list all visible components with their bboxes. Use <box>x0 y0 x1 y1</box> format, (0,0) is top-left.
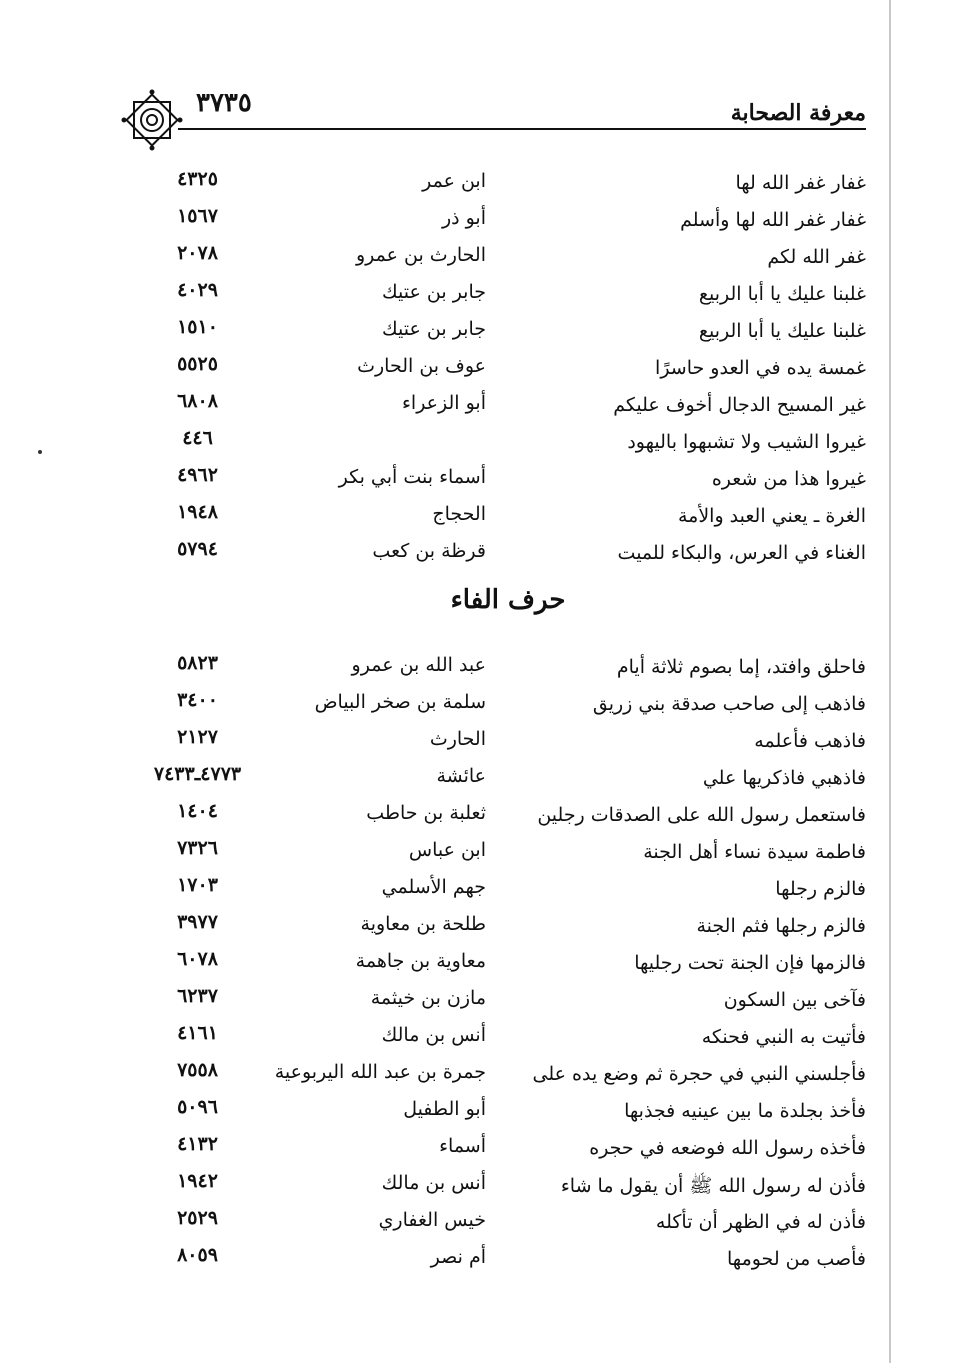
hadith-number: ٤٤٦ <box>182 427 213 449</box>
narrator-name: ثعلبة بن حاطب <box>366 802 486 824</box>
index-row <box>150 1207 866 1244</box>
narrator-name: عوف بن الحارث <box>357 355 486 377</box>
section-title: حرف الفاء <box>450 585 566 615</box>
hadith-number: ٤١٦١ <box>177 1022 218 1044</box>
narrator-name: الحارث بن عمرو <box>356 244 486 266</box>
index-row <box>150 948 866 985</box>
hadith-number: ٢٥٢٩ <box>177 1207 218 1229</box>
hadith-text: فأصب من لحومها <box>727 1248 866 1270</box>
hadith-number: ٦٨٠٨ <box>177 390 218 412</box>
hadith-number: ٤٠٢٩ <box>177 279 218 301</box>
hadith-text: فأجلسني النبي في حجرة ثم وضع يده على <box>532 1063 866 1085</box>
header-rule <box>178 128 866 130</box>
hadith-number: ٥٥٢٥ <box>177 353 218 375</box>
hadith-number: ٤٩٦٢ <box>177 464 218 486</box>
hadith-text: غيروا هذا من شعره <box>711 468 866 490</box>
narrator-name: جابر بن عتيك <box>382 318 486 340</box>
narrator-name: جهم الأسلمي <box>381 876 486 898</box>
narrator-name: أنس بن مالك <box>381 1024 486 1046</box>
hadith-number: ٣٩٧٧ <box>177 911 218 933</box>
hadith-number: ٥٠٩٦ <box>177 1096 218 1118</box>
index-row <box>150 874 866 911</box>
narrator-name: أنس بن مالك <box>381 1172 486 1194</box>
hadith-number: ١٩٤٨ <box>177 501 218 523</box>
narrator-name: ابن عمر <box>422 170 486 192</box>
page-header <box>120 88 866 150</box>
narrator-name: أم نصر <box>430 1246 486 1268</box>
narrator-name: طلحة بن معاوية <box>360 913 486 935</box>
hadith-text: فالزمها فإن الجنة تحت رجليها <box>634 952 866 974</box>
hadith-number: ٨٠٥٩ <box>177 1244 218 1266</box>
narrator-name: جمرة بن عبد الله اليربوعية <box>274 1061 486 1083</box>
index-list-ghayn <box>150 168 866 575</box>
hadith-number: ١٥١٠ <box>177 316 218 338</box>
index-row <box>150 1133 866 1170</box>
narrator-name: أبو الطفيل <box>403 1098 486 1120</box>
hadith-number: ٢٠٧٨ <box>177 242 218 264</box>
hadith-number: ١٧٠٣ <box>177 874 218 896</box>
hadith-text: غفار غفر الله لها <box>735 172 866 194</box>
index-row <box>150 353 866 390</box>
narrator-name: خيس الغفاري <box>378 1209 486 1231</box>
hadith-number: ٢١٢٧ <box>177 726 218 748</box>
index-row <box>150 837 866 874</box>
index-row <box>150 1244 866 1281</box>
hadith-number: ٥٧٩٤ <box>177 538 218 560</box>
index-row <box>150 726 866 763</box>
hadith-text: الغناء في العرس، والبكاء للميت <box>617 542 866 564</box>
hadith-text: غلبنا عليك يا أبا الربيع <box>698 320 866 342</box>
narrator-name: أسماء بنت أبي بكر <box>338 466 486 488</box>
hadith-text: فالزم رجلها فثم الجنة <box>696 915 866 937</box>
narrator-name: قرظة بن كعب <box>372 540 486 562</box>
page-number: ٣٧٣٥ <box>196 88 252 118</box>
hadith-number: ٣٤٠٠ <box>177 689 218 711</box>
index-row <box>150 427 866 464</box>
narrator-name: عائشة <box>436 765 486 787</box>
hadith-text: غفار غفر الله لها وأسلم <box>680 209 866 231</box>
hadith-text: فاستعمل رسول الله على الصدقات رجلين <box>537 804 866 826</box>
narrator-name: الحارث <box>429 728 486 750</box>
hadith-text: فاذهبي فاذكريها علي <box>702 767 866 789</box>
narrator-name: ابن عباس <box>408 839 486 861</box>
hadith-text: فأخذ بجلدة ما بين عينيه فجذبها <box>624 1100 866 1122</box>
hadith-number: ٤١٣٢ <box>177 1133 218 1155</box>
index-row <box>150 1096 866 1133</box>
stray-mark <box>38 450 42 454</box>
hadith-text: فاحلق وافتد، إما بصوم ثلاثة أيام <box>616 656 866 678</box>
hadith-number: ١٥٦٧ <box>177 205 218 227</box>
hadith-text: فأتيت به النبي فحنكه <box>701 1026 866 1048</box>
index-row <box>150 464 866 501</box>
narrator-name: معاوية بن جاهمة <box>355 950 486 972</box>
hadith-text: غير المسيح الدجال أخوف عليكم <box>613 394 866 416</box>
hadith-text: غلبنا عليك يا أبا الربيع <box>698 283 866 305</box>
hadith-number: ١٤٠٤ <box>177 800 218 822</box>
index-list-fa <box>150 652 866 1281</box>
hadith-number: ٤٧٧٣ـ٧٤٣٣ <box>153 763 242 785</box>
index-row <box>150 911 866 948</box>
index-row <box>150 279 866 316</box>
hadith-number: ٥٨٢٣ <box>177 652 218 674</box>
index-row <box>150 316 866 353</box>
narrator-name: جابر بن عتيك <box>382 281 486 303</box>
index-row <box>150 242 866 279</box>
hadith-number: ٧٣٢٦ <box>177 837 218 859</box>
narrator-name: مازن بن خيثمة <box>370 987 486 1009</box>
narrator-name: الحجاج <box>432 503 486 525</box>
star-ornament-icon <box>120 88 184 152</box>
index-row <box>150 689 866 726</box>
index-row <box>150 800 866 837</box>
page-edge-line <box>889 0 891 1363</box>
hadith-text: غفر الله لكم <box>767 246 866 268</box>
hadith-text: فأذن له في الظهر أن تأكله <box>655 1211 866 1233</box>
hadith-text: فالزم رجلها <box>775 878 866 900</box>
index-row <box>150 390 866 427</box>
hadith-number: ٦٠٧٨ <box>177 948 218 970</box>
hadith-text: فأخذه رسول الله فوضعه في حجره <box>589 1137 866 1159</box>
hadith-number: ٤٣٢٥ <box>177 168 218 190</box>
index-row <box>150 168 866 205</box>
hadith-text: فاذهب إلى صاحب صدقة بني زريق <box>592 693 866 715</box>
index-row <box>150 985 866 1022</box>
index-row <box>150 205 866 242</box>
index-row <box>150 1022 866 1059</box>
hadith-text: غيروا الشيب ولا تشبهوا باليهود <box>627 431 866 453</box>
index-row <box>150 501 866 538</box>
book-title: معرفة الصحابة <box>730 100 866 126</box>
index-row <box>150 763 866 800</box>
narrator-name: سلمة بن صخر البياض <box>314 691 486 713</box>
hadith-text: الغرة ـ يعني العبد والأمة <box>677 505 866 527</box>
index-row <box>150 538 866 575</box>
hadith-text: غمسة يده في العدو حاسرًا <box>655 357 866 379</box>
index-row <box>150 1059 866 1096</box>
hadith-number: ٦٢٣٧ <box>177 985 218 1007</box>
narrator-name: أبو الزعراء <box>401 392 486 414</box>
narrator-name: أبو ذر <box>441 207 486 229</box>
hadith-number: ٧٥٥٨ <box>177 1059 218 1081</box>
hadith-text: فأذن له رسول الله ﷺ أن يقول ما شاء <box>560 1175 866 1197</box>
index-row <box>150 652 866 689</box>
hadith-text: فآخى بين السكون <box>723 989 866 1011</box>
narrator-name: أسماء <box>439 1135 486 1157</box>
hadith-number: ١٩٤٢ <box>177 1170 218 1192</box>
hadith-text: فاذهب فأعلمه <box>754 730 866 752</box>
narrator-name: عبد الله بن عمرو <box>351 654 486 676</box>
index-row <box>150 1170 866 1207</box>
hadith-text: فاطمة سيدة نساء أهل الجنة <box>643 841 866 863</box>
